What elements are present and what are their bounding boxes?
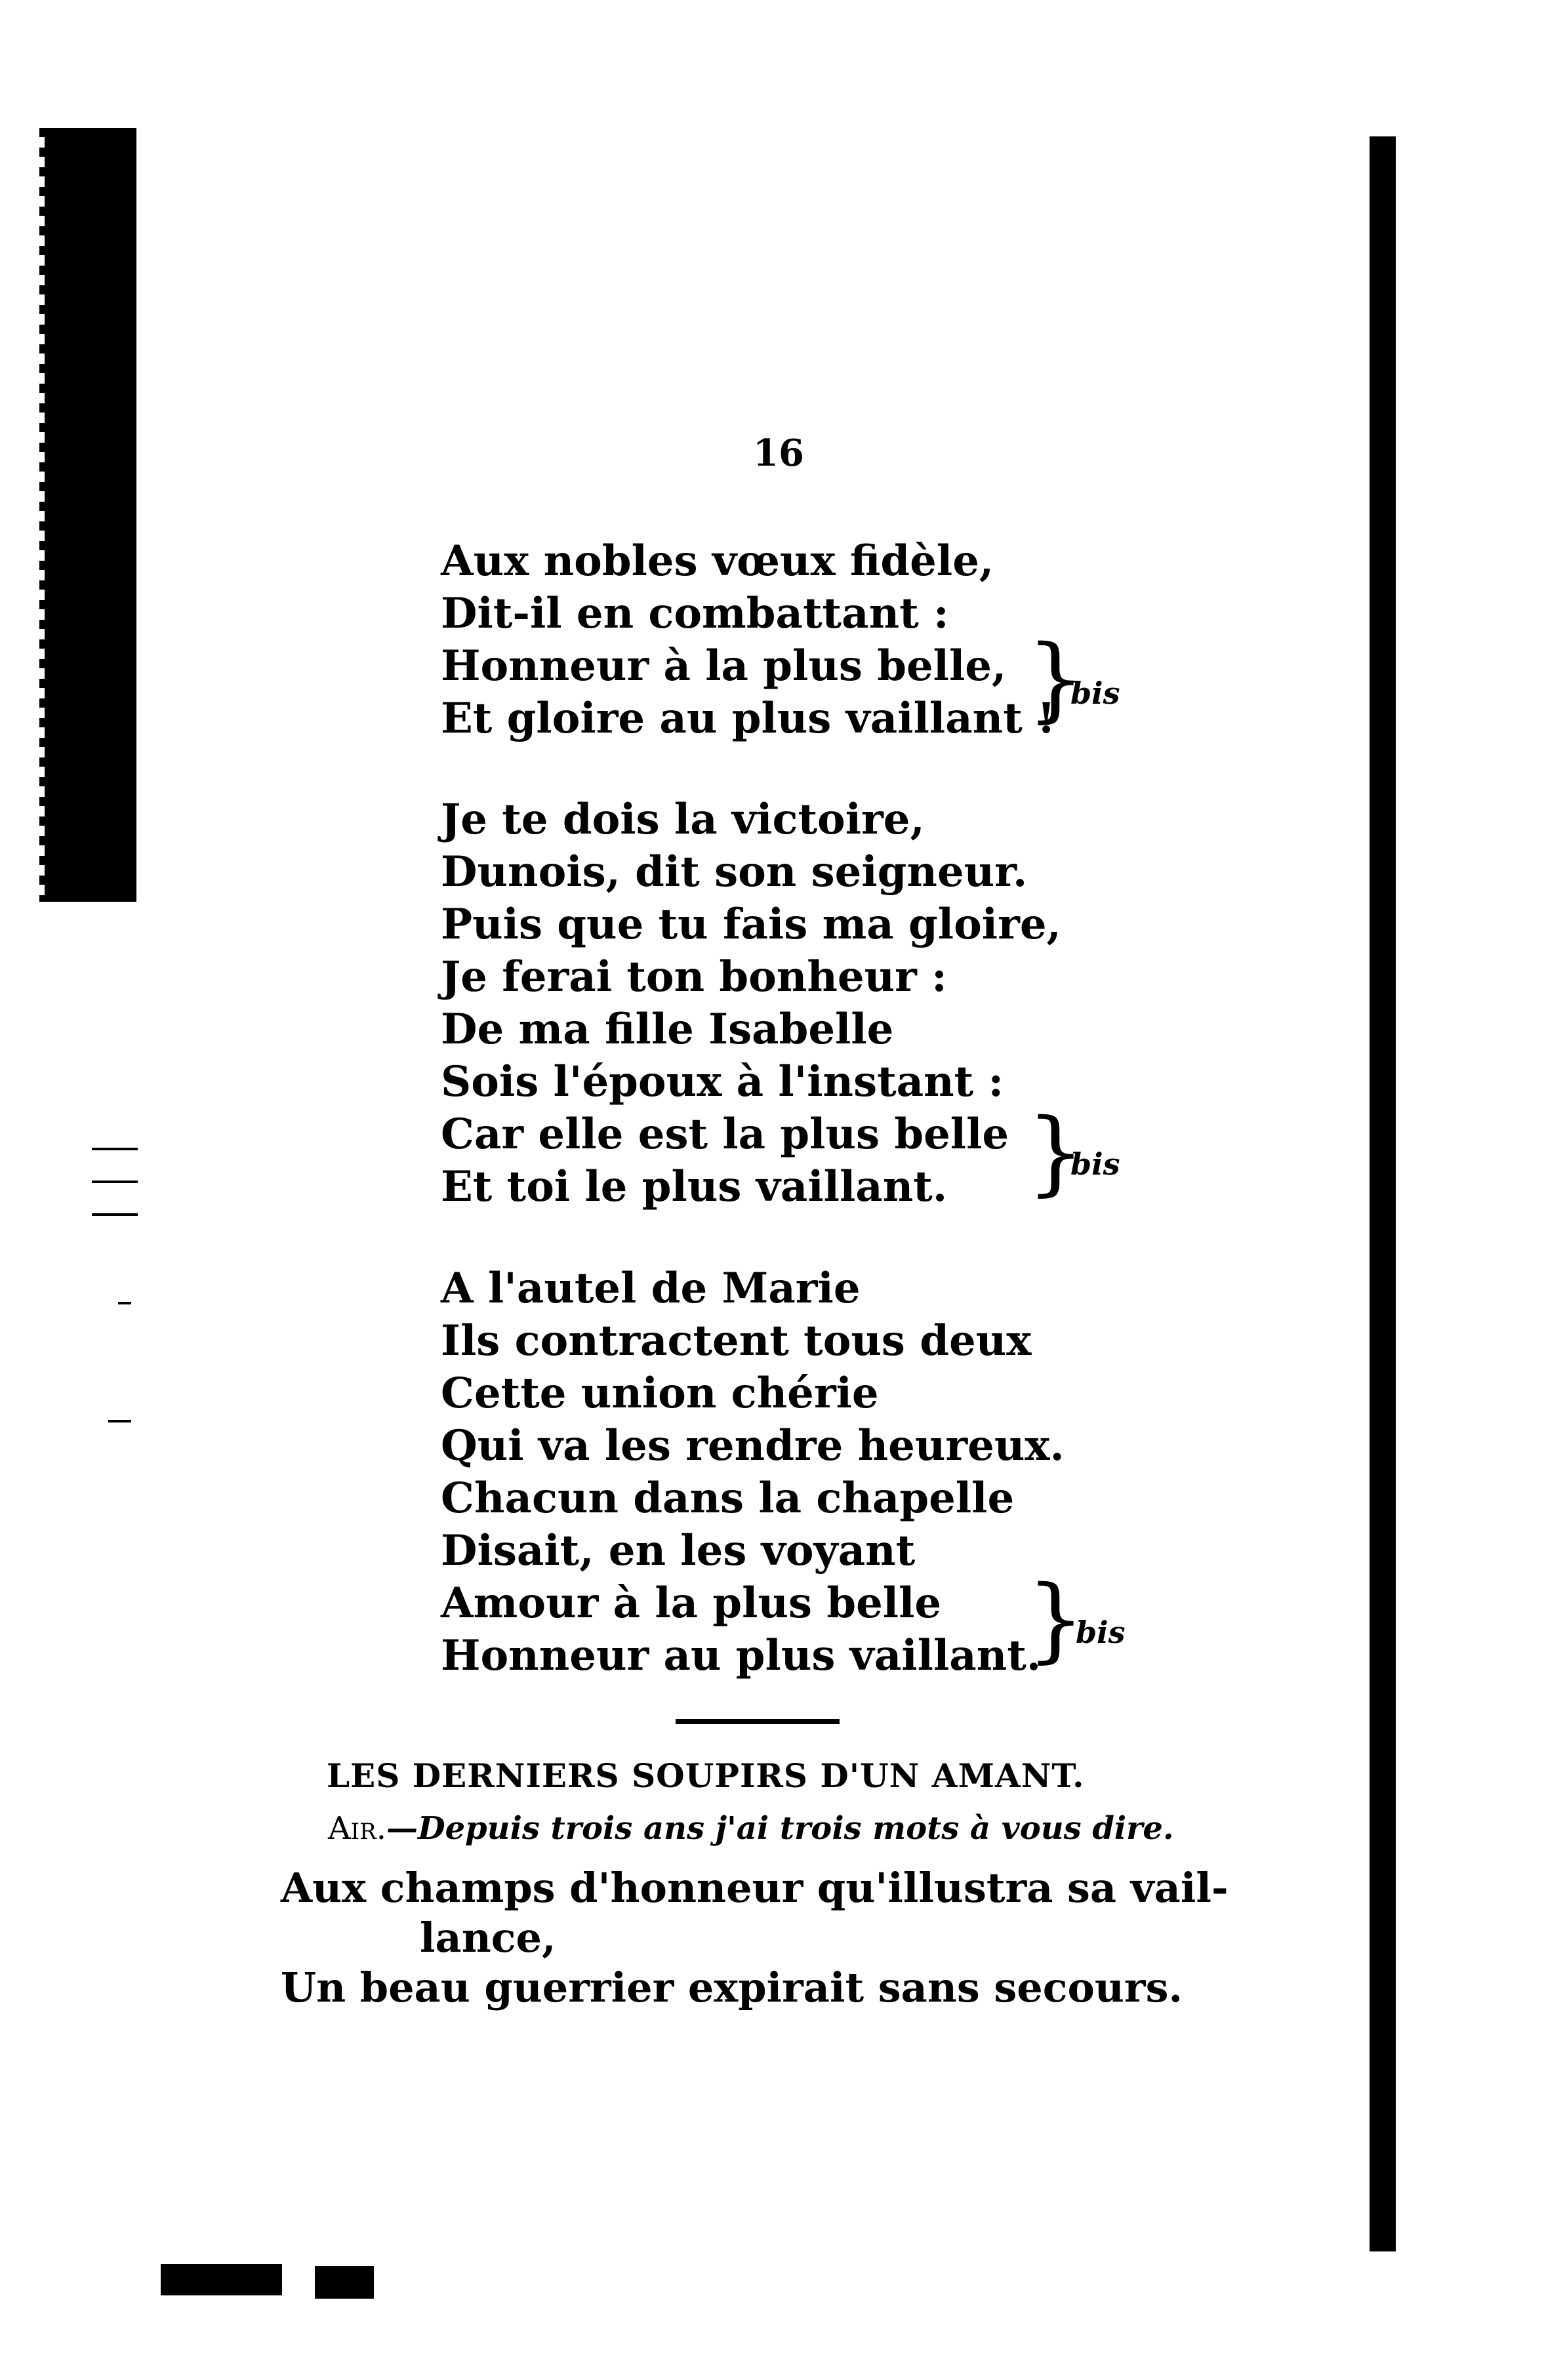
verse-line: Honneur au plus vaillant. [441,1631,1042,1680]
verse-line: Disait, en les voyant [441,1526,916,1575]
verse-line: Et gloire au plus vaillant ! [441,694,1056,743]
stanza-2 [441,794,1061,1213]
verse-line: Aux nobles vœux fidèle, [441,536,994,586]
scan-speck [92,1213,138,1216]
air-label: Air. [328,1810,386,1847]
verse-line: Je te dois la victoire, [441,795,925,844]
verse-line: Je ferai ton bonheur : [441,952,947,1001]
stanza-1 [441,535,1055,745]
refrain-mark: bis [1070,1146,1120,1182]
refrain-mark: bis [1076,1615,1126,1650]
verse-line: Dit-il en combattant : [441,589,949,638]
verse-line: A l'autel de Marie [441,1264,861,1313]
scan-speck [108,1420,131,1422]
refrain-brace: } [1026,1566,1086,1673]
scan-ink-blot [315,2266,374,2299]
verse-line: Chacun dans la chapelle [441,1474,1015,1523]
scan-ink-blot [161,2264,282,2295]
verse-line: Amour à la plus belle [441,1579,942,1628]
verse-line: Car elle est la plus belle [441,1110,1009,1159]
verse-line: Un beau guerrier expirait sans secours. [281,1964,1183,2011]
verse-line: Dunois, dit son seigneur. [441,847,1028,897]
verse-line: Puis que tu fais ma gloire, [441,900,1061,949]
verse-line: Cette union chérie [441,1369,879,1418]
song-title: LES DERNIERS SOUPIRS D'UN AMANT. [327,1756,1085,1795]
verse-line: Honneur à la plus belle, [441,641,1007,691]
verse-line: Sois l'époux à l'instant : [441,1057,1004,1106]
refrain-mark: bis [1070,676,1120,711]
refrain-brace: } [1026,626,1086,733]
air-tune: —Depuis trois ans j'ai trois mots à vous dire. [386,1810,1174,1847]
scan-speck [92,1180,138,1183]
verse-line: De ma fille Isabelle [441,1005,894,1054]
air-indication [328,1810,1174,1847]
verse-line: Aux champs d'honneur qu'illustra sa vail- [281,1864,1229,1912]
verse-line: Qui va les rendre heureux. [441,1421,1065,1470]
refrain-brace: } [1026,1099,1086,1206]
scan-edge-fringe [39,128,45,902]
verse-line: Et toi le plus vaillant. [441,1162,948,1211]
scan-edge-shadow-right [1370,136,1396,2251]
scan-edge-shadow-left [45,128,136,902]
verse-line: Ils contractent tous deux [441,1316,1032,1365]
scan-speck [118,1302,131,1304]
stanza-3 [441,1262,1065,1682]
verse-line: lance, [420,1914,556,1962]
scan-speck [92,1148,138,1150]
section-divider [676,1719,840,1724]
page-number: 16 [753,432,804,475]
